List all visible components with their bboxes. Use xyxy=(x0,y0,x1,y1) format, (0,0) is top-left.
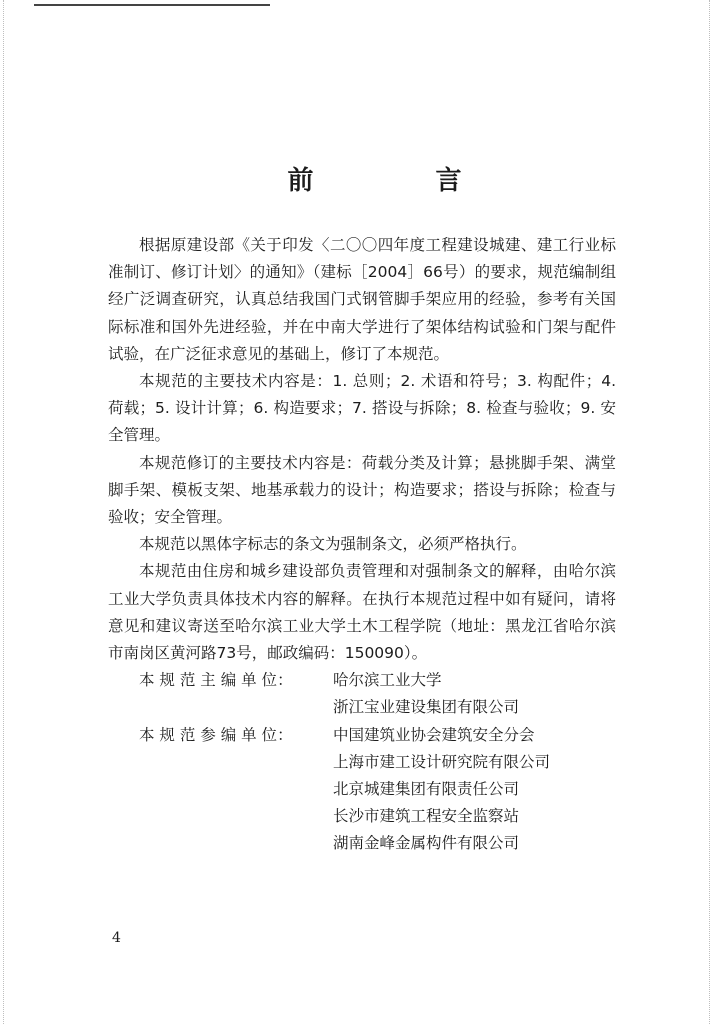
preface-body xyxy=(108,232,616,858)
chief-units xyxy=(108,667,616,721)
paragraph: 本规范由住房和城乡建设部负责管理和对强制条文的解释，由哈尔滨工业大学负责具体技术内容的解释。在执行本规范过程中如有疑问，请将意见和建议寄送至哈尔滨工业大学土木工程学院（地址：黑龙江省哈尔滨市南岗区黄河路73号，邮政编码：150090）。 xyxy=(108,562,616,663)
paragraph: 本规范以黑体字标志的条文为强制条文，必须严格执行。 xyxy=(139,535,527,554)
participating-units xyxy=(108,722,616,858)
top-rule xyxy=(34,4,270,6)
paragraph: 本规范修订的主要技术内容是：荷载分类及计算；悬挑脚手架、满堂脚手架、模板支架、地基承载力的设计；构造要求；搭设与拆除；检查与验收；安全管理。 xyxy=(108,453,616,527)
left-scan-edge xyxy=(3,0,5,1024)
unit-name: 中国建筑业协会建筑安全分会 xyxy=(333,725,535,744)
unit-name: 哈尔滨工业大学 xyxy=(333,671,442,690)
unit-name: 北京城建集团有限责任公司 xyxy=(333,780,520,799)
page-title: 前 言 xyxy=(287,166,510,196)
chief-units-list xyxy=(333,667,616,721)
chief-units-label: 本 规 范 主 编 单 位： xyxy=(139,671,293,690)
participating-units-label: 本 规 范 参 编 单 位： xyxy=(139,725,293,744)
paragraph: 本规范的主要技术内容是：1. 总则；2. 术语和符号；3. 构配件；4. 荷载；5. 设计计算；6. 构造要求；7. 搭设与拆除；8. 检查与验收；9. 安全管理。 xyxy=(108,372,616,445)
right-scan-edge xyxy=(709,0,711,1024)
page-number: 4 xyxy=(112,930,121,946)
unit-name: 湖南金峰金属构件有限公司 xyxy=(333,834,520,853)
participating-units-list xyxy=(333,722,616,858)
unit-name: 浙江宝业建设集团有限公司 xyxy=(333,698,520,717)
unit-name: 上海市建工设计研究院有限公司 xyxy=(333,752,551,771)
paragraph: 根据原建设部《关于印发〈二〇〇四年度工程建设城建、建工行业标准制订、修订计划〉的通知》（建标［2004］66号）的要求，规范编制组经广泛调查研究，认真总结我国门式钢管脚手架应用的经验，参考有关国际标准和国外先进经验，并在中南大学进行了架体结构试验和门架与配件试验，在广泛征求意见的基础上，修订了本规范。 xyxy=(108,236,616,363)
unit-name: 长沙市建筑工程安全监察站 xyxy=(333,807,520,826)
